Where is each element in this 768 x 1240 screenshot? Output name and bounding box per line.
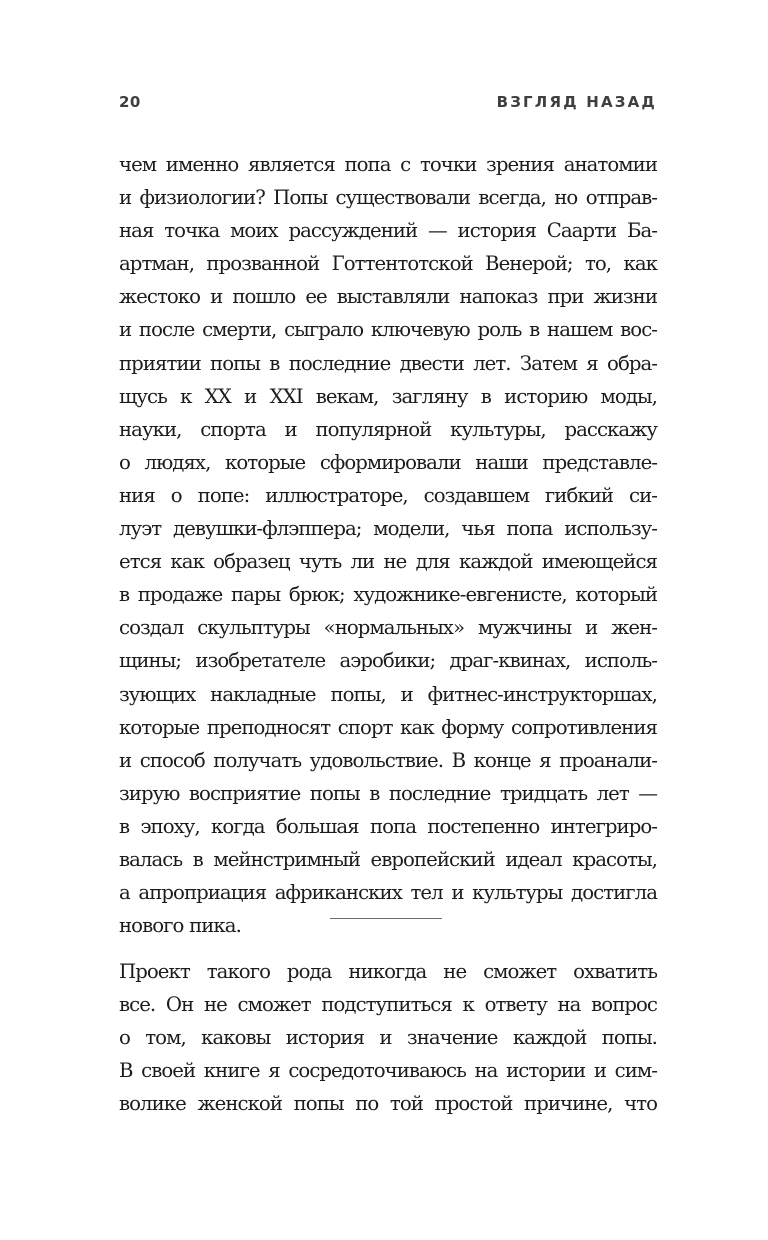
text-line: нового пика. — [119, 914, 241, 938]
text-line: валась в мейнстримный европейский идеал красоты, — [119, 847, 657, 871]
text-line: ния о попе: иллюстраторе, создавшем гибкий си- — [119, 483, 657, 507]
text-line: в продаже пары брюк; художнике-евгенисте, который — [119, 583, 657, 607]
text-line: ется как образец чуть ли не для каждой имеющейся — [119, 550, 657, 574]
text-line: жестоко и пошло ее выставляли напоказ при жизни — [119, 285, 657, 309]
text-line: волике женской попы по той простой причине, что — [119, 1092, 657, 1116]
text-line: ная точка моих рассуждений — история Саарти Ба- — [119, 219, 657, 243]
text-line: и после смерти, сыграло ключевую роль в нашем вос- — [119, 318, 657, 342]
section-divider — [330, 918, 442, 919]
text-line: которые преподносят спорт как форму сопротивления — [119, 715, 657, 739]
text-line: все. Он не сможет подступиться к ответу на вопрос — [119, 993, 657, 1017]
running-head — [119, 90, 657, 114]
paragraph-2 — [119, 955, 657, 1120]
text-line: создал скульптуры «нормальных» мужчины и жен- — [119, 616, 657, 640]
text-line: и физиологии? Попы существовали всегда, но отправ- — [119, 186, 657, 210]
text-line: приятии попы в последние двести лет. Затем я обра- — [119, 351, 657, 375]
text-line: науки, спорта и популярной культуры, расскажу — [119, 417, 657, 441]
running-title: ВЗГЛЯД НАЗАД — [496, 93, 657, 111]
page-number: 20 — [119, 93, 141, 111]
text-line: и способ получать удовольствие. В конце я проанали- — [119, 748, 657, 772]
text-line: о людях, которые сформировали наши представле- — [119, 450, 657, 474]
text-line: зирую восприятие попы в последние тридцать лет — — [119, 781, 657, 805]
text-line: зующих накладные попы, и фитнес-инструкторшах, — [119, 682, 657, 706]
text-line: Проект такого рода никогда не сможет охватить — [119, 960, 657, 983]
text-line: о том, каковы история и значение каждой попы. — [119, 1026, 657, 1050]
text-line: в эпоху, когда большая попа постепенно интегриро- — [119, 814, 657, 838]
text-line: щины; изобретателе аэробики; драг-квинах, исполь- — [119, 649, 657, 673]
text-line: луэт девушки-флэппера; модели, чья попа использу- — [119, 517, 657, 541]
text-line: щусь к XX и XXI векам, загляну в историю моды, — [119, 384, 657, 408]
paragraph-1 — [119, 148, 657, 942]
text-line: чем именно является попа с точки зрения анатомии — [119, 153, 657, 176]
text-line: В своей книге я сосредоточиваюсь на истории и сим- — [119, 1059, 657, 1083]
text-line: артман, прозванной Готтентотской Венерой; то, как — [119, 252, 657, 276]
text-line: а апроприация африканских тел и культуры достигла — [119, 881, 657, 905]
